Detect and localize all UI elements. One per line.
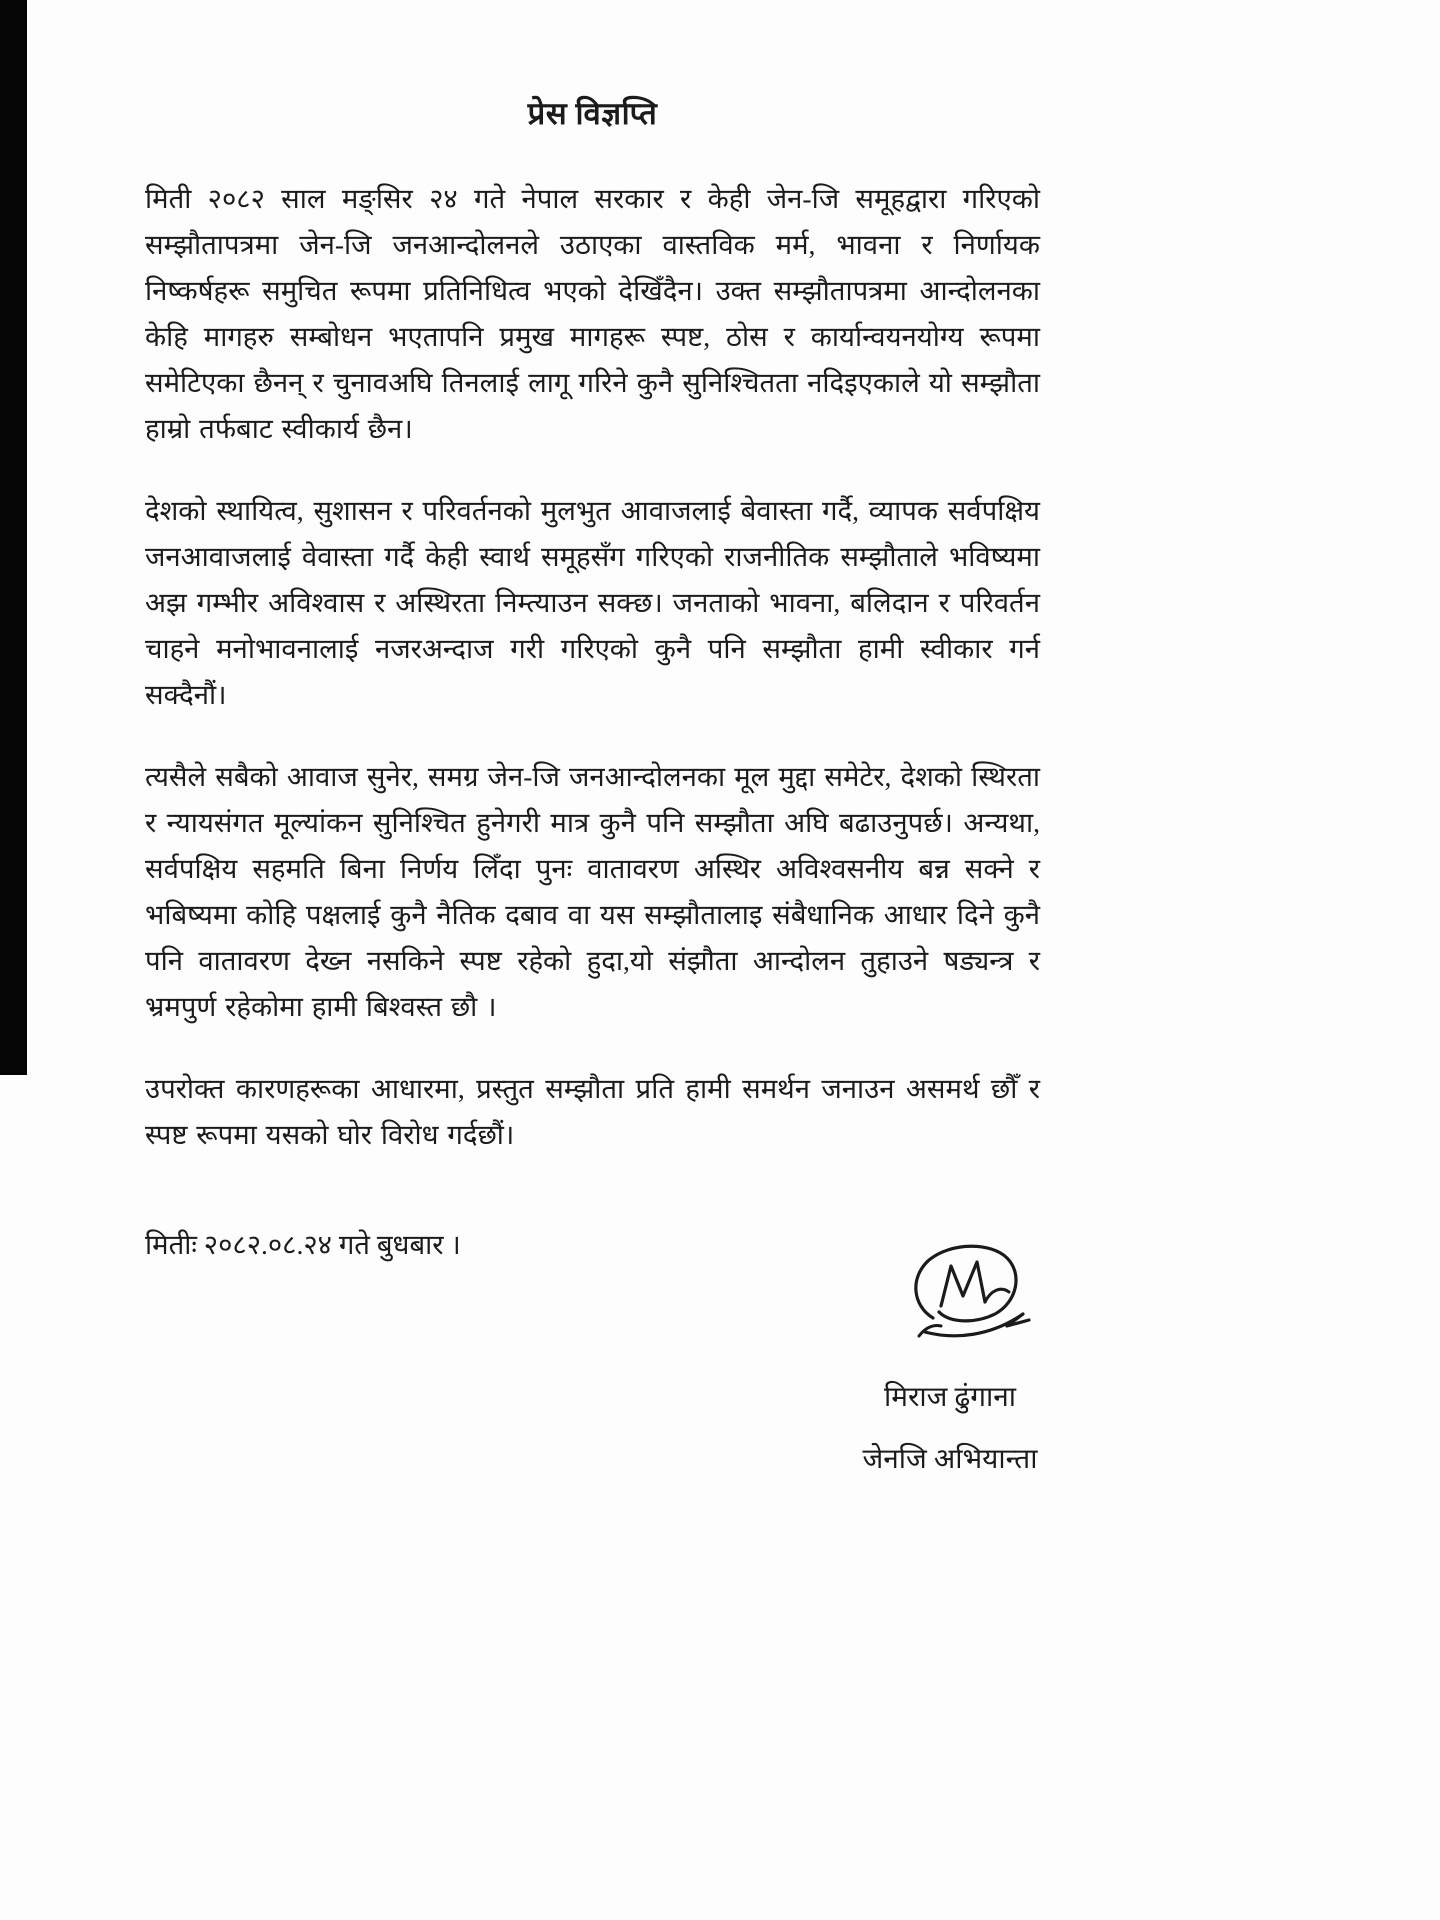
signatory-role: जेनजि अभियान्ता xyxy=(862,1444,1038,1475)
scan-edge-bar xyxy=(0,0,27,1075)
date-line: मितीः २०८२.०८.२४ गते बुधबार । xyxy=(145,1229,461,1260)
paragraph-3: त्यसैले सबैको आवाज सुनेर, समग्र जेन-जि जनआन्दोलनका मूल मुद्दा समेटेर, देशको स्थिरता र न्यायसंगत मूल्यांकन सुनिश्चित हुनेगरी मात्र कुनै पनि सम्झौता अघि बढाउनुपर्छ। अन्यथा, सर्वपक्षिय सहमति बिना निर्णय लिँदा पुनः वातावरण अस्थिर अविश्वसनीय बन्न सक्ने र भबिष्यमा कोहि पक्षलाई कुनै नैतिक दबाव वा यस सम्झौतालाइ संबैधानिक आधार दिने कुनै पनि वातावरण देख्न नसकिने स्पष्ट रहेको हुदा,यो संझौता आन्दोलन तुहाउने षड्यन्त्र र भ्रमपुर्ण रहेकोमा हामी बिश्वस्त छौ । xyxy=(145,761,1040,1022)
document-title: प्रेस विज्ञप्ति xyxy=(527,96,658,131)
paragraph-2: देशको स्थायित्व, सुशासन र परिवर्तनको मुलभुत आवाजलाई बेवास्ता गर्दै, व्यापक सर्वपक्षिय जनआवाजलाई वेवास्ता गर्दै केही स्वार्थ समूहसँग गरिएको राजनीतिक सम्झौताले भविष्यमा अझ गम्भीर अविश्वास र अस्थिरता निम्त्याउन सक्छ। जनताको भावना, बलिदान र परिवर्तन चाहने मनोभावनालाई नजरअन्दाज गरी गरिएको कुनै पनि सम्झौता हामी स्वीकार गर्न सक्दैनौं। xyxy=(145,495,1040,710)
paragraph-1: मिती २०८२ साल मङ्सिर २४ गते नेपाल सरकार र केही जेन-जि समूहद्वारा गरिएको सम्झौतापत्रमा जेन-जि जनआन्दोलनले उठाएका वास्तविक मर्म, भावना र निर्णायक निष्कर्षहरू समुचित रूपमा प्रतिनिधित्व भएको देखिँदैन। उक्त सम्झौतापत्रमा आन्दोलनका केहि मागहरु सम्बोधन भएतापनि प्रमुख मागहरू स्पष्ट, ठोस र कार्यान्वयनयोग्य रूपमा समेटिएका छैनन् र चुनावअघि तिनलाई लागू गरिने कुनै सुनिश्चितता नदिइएकाले यो सम्झौता हाम्रो तर्फबाट स्वीकार्य छैन। xyxy=(145,183,1040,444)
handwritten-signature-icon xyxy=(895,1240,1045,1350)
signatory-name: मिराज ढुंगाना xyxy=(883,1382,1017,1413)
signature-block xyxy=(790,1240,1110,1480)
document-body xyxy=(145,92,1040,1268)
paragraph-4: उपरोक्त कारणहरूका आधारमा, प्रस्तुत सम्झौता प्रति हामी समर्थन जनाउन असमर्थ छौँ र स्पष्ट रूपमा यसको घोर विरोध गर्दछौं। xyxy=(145,1073,1040,1150)
